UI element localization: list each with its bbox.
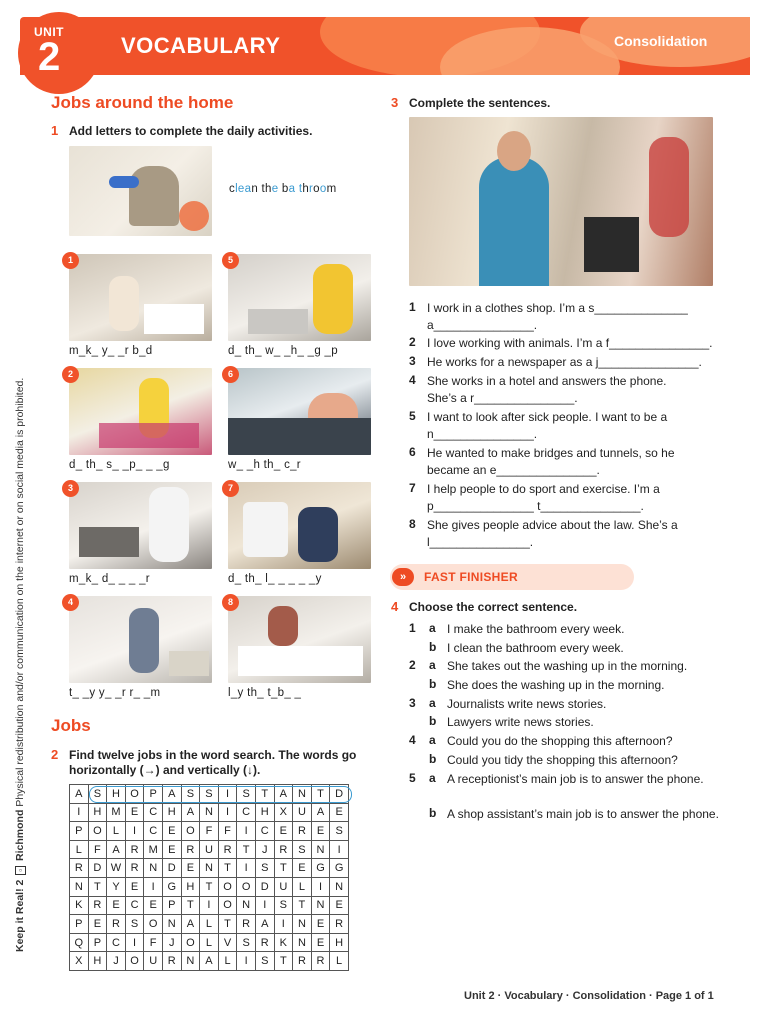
copyright-sidebar <box>14 352 26 952</box>
word-search-cell[interactable]: L <box>200 915 219 934</box>
word-search-cell[interactable]: D <box>88 859 107 878</box>
word-search-row <box>70 840 349 859</box>
word-search-cell[interactable]: R <box>293 822 312 841</box>
word-search-cell[interactable]: J <box>162 933 181 952</box>
item-text-2: d_ th_ s_ _p_ _ _g <box>69 459 170 471</box>
fast-finisher-label: FAST FINISHER <box>424 570 518 584</box>
word-search-cell[interactable]: E <box>107 896 126 915</box>
word-search-row <box>70 933 349 952</box>
word-search-cell[interactable]: A <box>181 915 200 934</box>
word-search-cell[interactable]: F <box>88 840 107 859</box>
example-answer: clean the ba throom <box>229 183 337 195</box>
word-search-cell[interactable]: E <box>274 822 293 841</box>
word-search-cell[interactable]: L <box>200 933 219 952</box>
item-text-5: d_ th_ w_ _h_ _g _p <box>228 345 338 357</box>
word-search-cell[interactable]: A <box>255 915 274 934</box>
item-text-1: m_k_ y_ _r b_d <box>69 345 153 357</box>
word-search-cell[interactable]: H <box>107 785 126 804</box>
word-search-cell[interactable]: E <box>293 859 312 878</box>
word-search-cell[interactable]: E <box>181 859 200 878</box>
word-search-cell[interactable]: N <box>200 859 219 878</box>
word-search-cell[interactable]: D <box>162 859 181 878</box>
word-search-cell[interactable]: P <box>144 785 163 804</box>
word-search-cell[interactable]: T <box>237 840 256 859</box>
unit-label: UNIT <box>34 25 64 39</box>
word-search-cell[interactable]: F <box>144 933 163 952</box>
word-search-cell[interactable]: G <box>330 859 349 878</box>
word-search-cell[interactable]: P <box>162 896 181 915</box>
exercise-4-instruction: Choose the correct sentence. <box>409 600 578 614</box>
word-search-cell[interactable]: O <box>144 915 163 934</box>
page-footer: Unit 2 · Vocabulary · Consolidation · Page 1 of 1 <box>464 990 714 1002</box>
word-search-cell[interactable]: R <box>125 840 144 859</box>
word-search-cell[interactable]: R <box>311 952 330 971</box>
notice: Physical redistribution and/or communication on the internet or on social media is prohibited. <box>14 377 26 807</box>
word-search-cell[interactable]: E <box>162 822 181 841</box>
word-search-cell[interactable]: E <box>88 915 107 934</box>
book-icon: ▫ <box>15 866 26 875</box>
word-search-cell[interactable]: S <box>125 915 144 934</box>
word-search-cell[interactable]: O <box>218 896 237 915</box>
photo-shop-assistant <box>409 117 713 286</box>
word-search-cell[interactable]: R <box>70 859 89 878</box>
word-search-cell[interactable]: Q <box>70 933 89 952</box>
word-search-cell[interactable]: I <box>237 859 256 878</box>
word-search-cell[interactable]: S <box>255 859 274 878</box>
word-search-row <box>70 952 349 971</box>
word-search-cell[interactable]: S <box>88 785 107 804</box>
word-search-cell[interactable]: E <box>162 840 181 859</box>
word-search-cell[interactable]: H <box>181 877 200 896</box>
word-search-cell[interactable]: I <box>311 877 330 896</box>
word-search-cell[interactable]: Y <box>107 877 126 896</box>
word-search-cell[interactable]: W <box>107 859 126 878</box>
word-search-cell[interactable]: O <box>181 822 200 841</box>
word-search-cell[interactable]: O <box>218 877 237 896</box>
word-search-cell[interactable]: E <box>311 915 330 934</box>
word-search-cell[interactable]: T <box>274 952 293 971</box>
word-search-cell[interactable]: G <box>162 877 181 896</box>
word-search-cell[interactable]: N <box>70 877 89 896</box>
item-text-6: w_ _h th_ c_r <box>228 459 301 471</box>
word-search-cell[interactable]: C <box>107 933 126 952</box>
page-title: VOCABULARY <box>121 33 281 58</box>
word-search-cell[interactable]: A <box>311 803 330 822</box>
word-search-cell[interactable]: N <box>237 896 256 915</box>
word-search-cell[interactable]: X <box>70 952 89 971</box>
exercise-3-instruction: Complete the sentences. <box>409 96 551 110</box>
publisher: Richmond <box>14 809 26 861</box>
item-badge-6: 6 <box>222 366 239 383</box>
word-search-grid[interactable] <box>69 784 349 971</box>
unit-number: 2 <box>38 35 61 79</box>
word-search-cell[interactable]: F <box>218 822 237 841</box>
item-badge-4: 4 <box>62 594 79 611</box>
word-search-cell[interactable]: R <box>88 896 107 915</box>
word-search-cell[interactable]: N <box>144 859 163 878</box>
word-search-cell[interactable]: O <box>181 933 200 952</box>
word-search-cell[interactable]: R <box>274 840 293 859</box>
word-search-cell[interactable]: S <box>237 933 256 952</box>
word-search-cell[interactable]: S <box>237 785 256 804</box>
word-search-cell[interactable]: E <box>311 933 330 952</box>
word-search-cell[interactable]: S <box>293 840 312 859</box>
word-search-cell[interactable]: I <box>218 785 237 804</box>
word-search-cell[interactable]: N <box>293 915 312 934</box>
word-search-cell[interactable]: E <box>330 803 349 822</box>
word-search-cell[interactable]: H <box>255 803 274 822</box>
word-search-cell[interactable]: T <box>218 915 237 934</box>
word-search-cell[interactable]: L <box>70 840 89 859</box>
word-search-cell[interactable]: O <box>237 877 256 896</box>
word-search-cell[interactable]: N <box>330 877 349 896</box>
word-search-cell[interactable]: E <box>125 803 144 822</box>
word-search-cell[interactable]: R <box>162 952 181 971</box>
word-search-cell[interactable]: A <box>274 785 293 804</box>
word-search-cell[interactable]: H <box>88 952 107 971</box>
section-subtitle: Consolidation <box>614 33 708 49</box>
photo-make-dinner <box>69 482 212 569</box>
item-badge-3: 3 <box>62 480 79 497</box>
word-search-cell[interactable]: J <box>107 952 126 971</box>
word-search-cell[interactable]: R <box>181 840 200 859</box>
word-search-cell[interactable]: O <box>125 785 144 804</box>
word-search-cell[interactable]: S <box>181 785 200 804</box>
word-search-cell[interactable]: N <box>293 785 312 804</box>
word-search-cell[interactable]: K <box>70 896 89 915</box>
word-search-cell[interactable]: I <box>144 877 163 896</box>
word-search-cell[interactable]: R <box>107 915 126 934</box>
word-search-cell[interactable]: M <box>107 803 126 822</box>
word-search-cell[interactable]: X <box>274 803 293 822</box>
word-search-cell[interactable]: P <box>70 822 89 841</box>
exercise-2-instruction: Find twelve jobs in the word search. The words go horizontally (→) and vertically (↓). <box>69 748 357 777</box>
word-search-cell[interactable]: V <box>218 933 237 952</box>
item-badge-1: 1 <box>62 252 79 269</box>
section-title-jobs-home: Jobs around the home <box>51 93 234 112</box>
word-search-cell[interactable]: U <box>274 877 293 896</box>
word-search-cell[interactable]: P <box>88 933 107 952</box>
word-search-cell[interactable]: M <box>144 840 163 859</box>
exercise-1-number: 1 <box>51 123 59 138</box>
word-search-cell[interactable]: N <box>293 933 312 952</box>
exercise-1-instruction: Add letters to complete the daily activities. <box>69 124 313 138</box>
word-search-cell[interactable]: N <box>311 840 330 859</box>
word-search-cell[interactable]: C <box>255 822 274 841</box>
word-search-cell[interactable]: I <box>218 803 237 822</box>
double-chevron-icon: » <box>392 568 414 586</box>
photo-lay-table <box>228 596 371 683</box>
word-search-cell[interactable]: C <box>237 803 256 822</box>
word-search-cell[interactable]: E <box>311 822 330 841</box>
word-search-cell[interactable]: I <box>330 840 349 859</box>
word-search-cell[interactable]: L <box>293 877 312 896</box>
word-search-cell[interactable]: R <box>125 859 144 878</box>
word-search-cell[interactable]: R <box>218 840 237 859</box>
word-search-cell[interactable]: T <box>200 877 219 896</box>
word-search-cell[interactable]: R <box>293 952 312 971</box>
photo-washing-up <box>228 254 371 341</box>
item-badge-5: 5 <box>222 252 239 269</box>
word-search-row <box>70 859 349 878</box>
item-badge-8: 8 <box>222 594 239 611</box>
exercise-4-number: 4 <box>391 599 399 614</box>
word-search-cell[interactable]: L <box>107 822 126 841</box>
word-search-cell[interactable]: C <box>125 896 144 915</box>
word-search-cell[interactable]: U <box>200 840 219 859</box>
word-search-cell[interactable]: C <box>144 822 163 841</box>
word-search-cell[interactable]: I <box>125 822 144 841</box>
word-search-cell[interactable]: J <box>255 840 274 859</box>
word-search-cell[interactable]: N <box>162 915 181 934</box>
word-search-cell[interactable]: G <box>311 859 330 878</box>
word-search-cell[interactable]: A <box>107 840 126 859</box>
item-text-3: m_k_ d_ _ _ _r <box>69 573 150 585</box>
word-search-cell[interactable]: U <box>144 952 163 971</box>
word-search-cell[interactable]: O <box>88 822 107 841</box>
photo-wash-car <box>228 368 371 455</box>
section-title-jobs: Jobs <box>51 716 91 735</box>
word-search-cell[interactable]: D <box>255 877 274 896</box>
word-search-row <box>70 822 349 841</box>
word-search-cell[interactable]: A <box>181 803 200 822</box>
word-search-cell[interactable]: I <box>274 915 293 934</box>
word-search-cell[interactable]: S <box>330 822 349 841</box>
word-search-cell[interactable]: R <box>255 933 274 952</box>
word-search-cell[interactable]: I <box>70 803 89 822</box>
word-search-row <box>70 803 349 822</box>
word-search-highlight <box>89 786 352 803</box>
word-search-cell[interactable]: T <box>88 877 107 896</box>
word-search-row <box>70 915 349 934</box>
word-search-cell[interactable]: S <box>255 952 274 971</box>
word-search-cell[interactable]: L <box>218 952 237 971</box>
word-search-cell[interactable]: L <box>330 952 349 971</box>
word-search-row <box>70 896 349 915</box>
word-search-cell[interactable]: N <box>181 952 200 971</box>
word-search-cell[interactable]: P <box>70 915 89 934</box>
word-search-cell[interactable]: I <box>200 896 219 915</box>
photo-laundry <box>228 482 371 569</box>
word-search-cell[interactable]: E <box>125 877 144 896</box>
exercise-3-number: 3 <box>391 95 399 110</box>
word-search-cell[interactable]: R <box>237 915 256 934</box>
word-search-cell[interactable]: T <box>274 859 293 878</box>
word-search-cell[interactable]: R <box>330 915 349 934</box>
word-search-cell[interactable]: A <box>70 785 89 804</box>
word-search-cell[interactable]: F <box>200 822 219 841</box>
word-search-cell[interactable]: I <box>237 952 256 971</box>
book-title: Keep it Real! 2 <box>14 879 26 952</box>
item-badge-7: 7 <box>222 480 239 497</box>
word-search-cell[interactable]: E <box>144 896 163 915</box>
example-photo-cleaning <box>69 146 212 236</box>
word-search-row <box>70 877 349 896</box>
word-search-cell[interactable]: T <box>255 785 274 804</box>
word-search-cell[interactable]: O <box>125 952 144 971</box>
photo-shopping <box>69 368 212 455</box>
word-search-cell[interactable]: I <box>255 896 274 915</box>
item-badge-2: 2 <box>62 366 79 383</box>
word-search-cell[interactable]: T <box>181 896 200 915</box>
item-text-4: t_ _y y_ _r r_ _m <box>69 687 161 699</box>
word-search-cell[interactable]: T <box>218 859 237 878</box>
word-search-cell[interactable]: E <box>330 896 349 915</box>
word-search-cell[interactable]: D <box>330 785 349 804</box>
photo-tidy-room <box>69 596 212 683</box>
word-search-cell[interactable]: C <box>144 803 163 822</box>
word-search-cell[interactable]: U <box>293 803 312 822</box>
word-search-cell[interactable]: H <box>330 933 349 952</box>
word-search-cell[interactable]: K <box>274 933 293 952</box>
word-search-cell[interactable]: A <box>200 952 219 971</box>
word-search-cell[interactable]: T <box>293 896 312 915</box>
word-search-cell[interactable]: H <box>162 803 181 822</box>
word-search-cell[interactable]: I <box>237 822 256 841</box>
word-search-cell[interactable]: A <box>162 785 181 804</box>
item-text-7: d_ th_ l_ _ _ _ _y <box>228 573 322 585</box>
word-search-cell[interactable]: N <box>311 896 330 915</box>
word-search-cell[interactable]: S <box>274 896 293 915</box>
word-search-cell[interactable]: T <box>311 785 330 804</box>
photo-make-bed <box>69 254 212 341</box>
word-search-cell[interactable]: H <box>88 803 107 822</box>
word-search-cell[interactable]: I <box>125 933 144 952</box>
item-text-8: l_y th_ t_b_ _ <box>228 687 302 699</box>
exercise-2-number: 2 <box>51 747 59 762</box>
word-search-cell[interactable]: N <box>200 803 219 822</box>
word-search-cell[interactable]: S <box>200 785 219 804</box>
